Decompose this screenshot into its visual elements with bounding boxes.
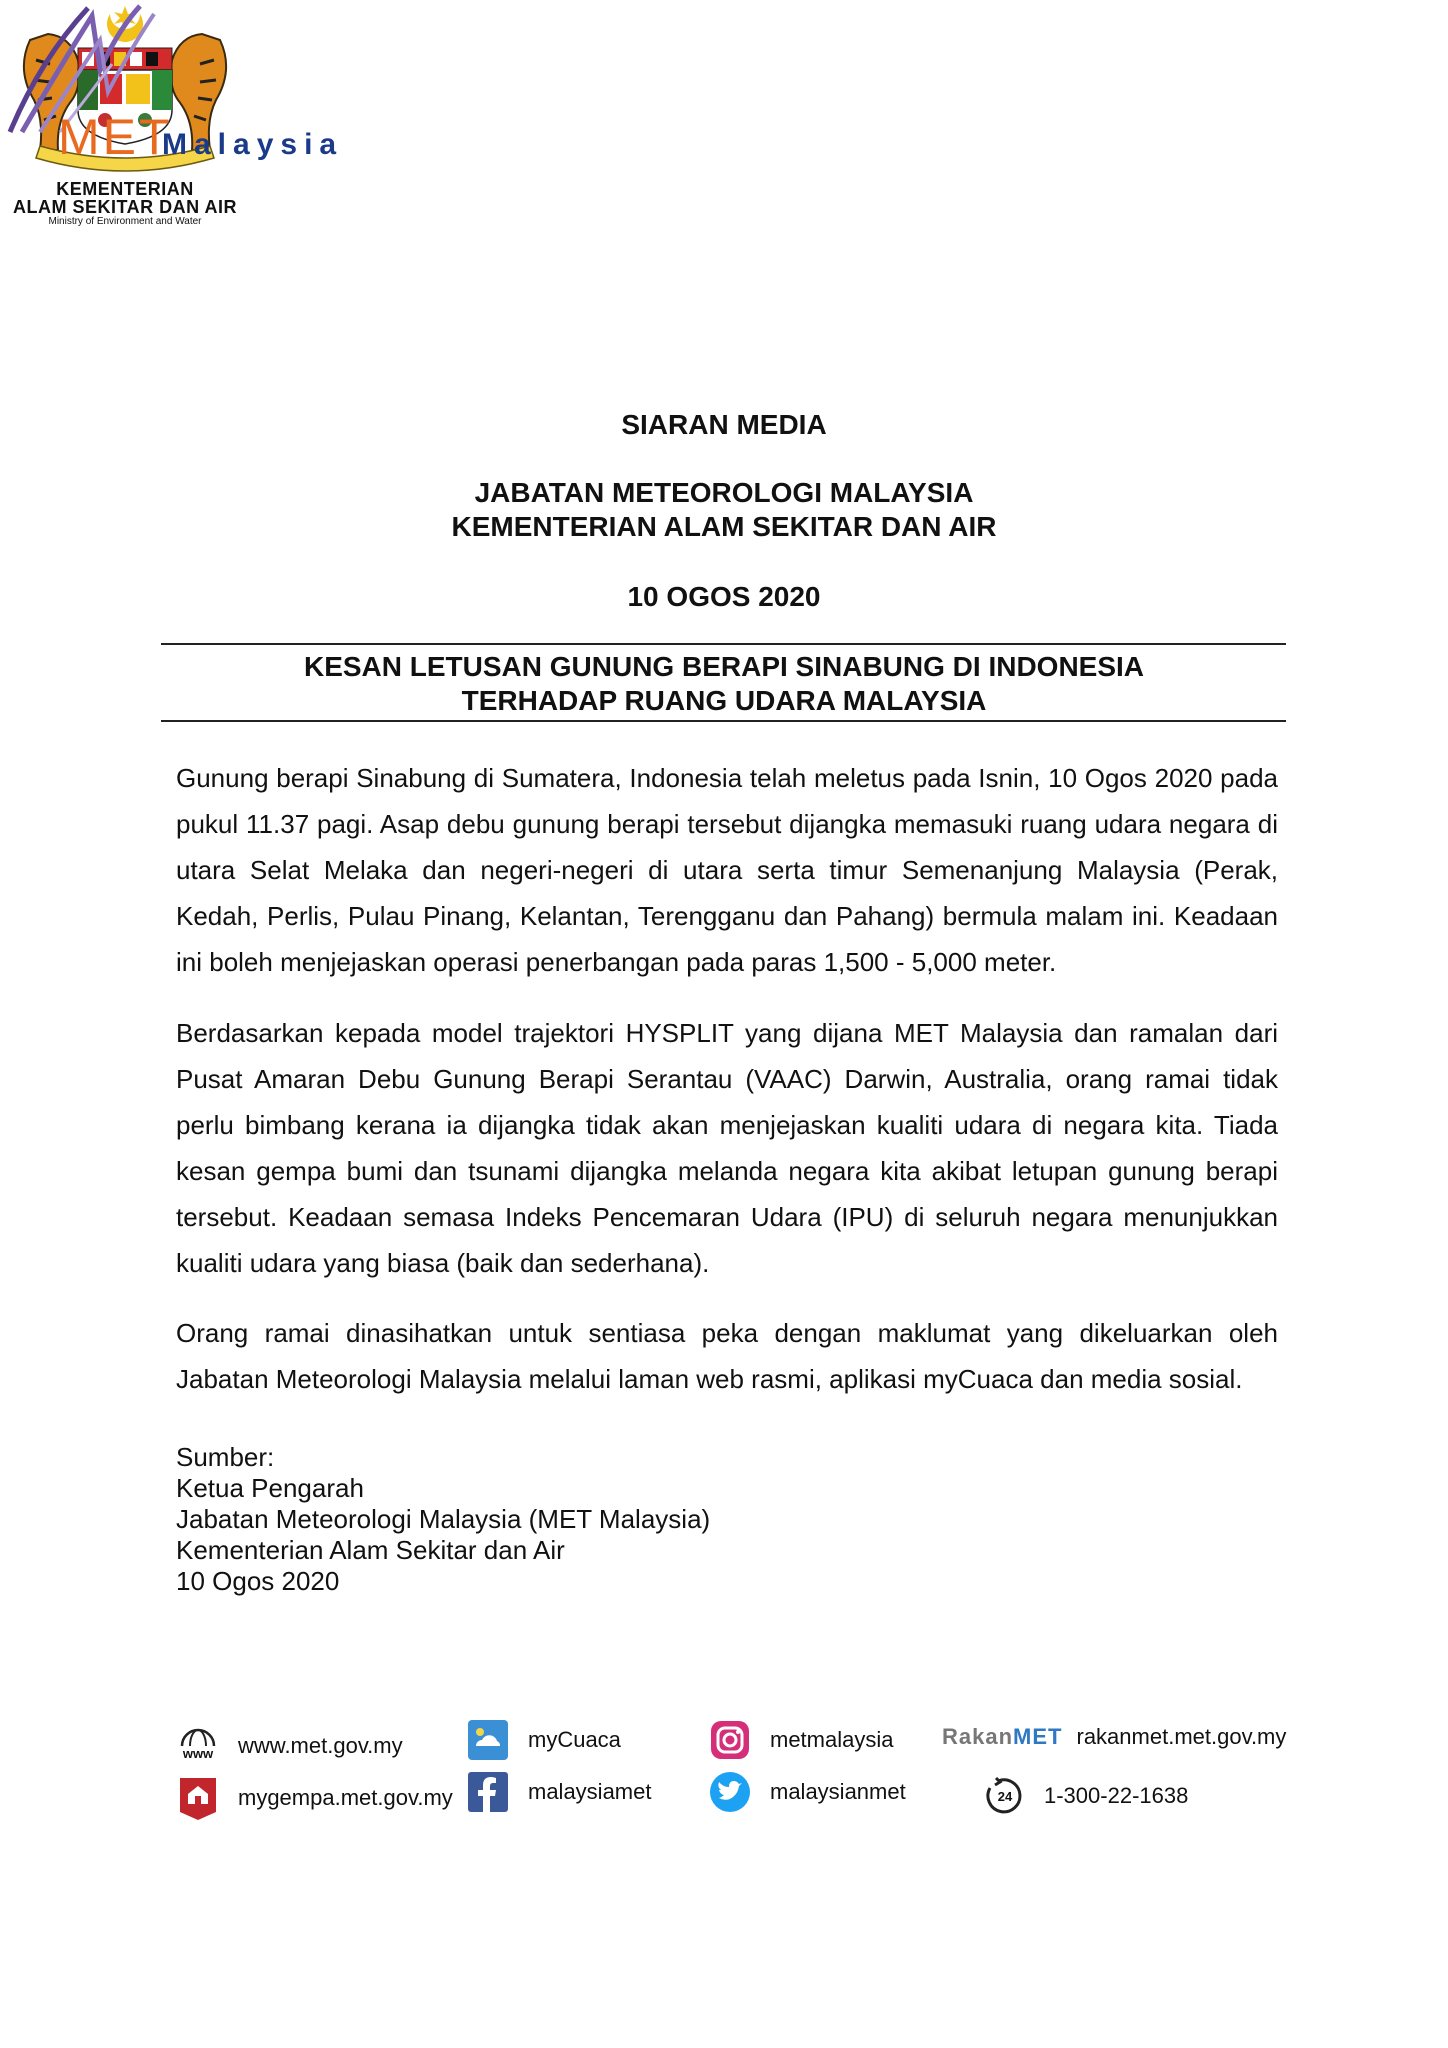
mycuaca-app-icon [466,1718,510,1762]
organization-line1: JABATAN METEOROLOGI MALAYSIA [474,477,974,508]
globe-icon [176,1724,220,1768]
footer-mycuaca[interactable] [466,1718,621,1762]
press-release-label: SIARAN MEDIA [621,409,827,440]
title-line2: TERHADAP RUANG UDARA MALAYSIA [461,685,987,716]
source-date: 10 Ogos 2020 [176,1566,340,1596]
met-wordmark: MET [58,109,173,165]
ministry-name-line2: ALAM SEKITAR DAN AIR [13,197,237,217]
ministry-name-line1: KEMENTERIAN [56,179,194,199]
title-line1: KESAN LETUSAN GUNUNG BERAPI SINABUNG DI INDONESIA [303,651,1145,682]
footer-hotline[interactable] [982,1774,1188,1818]
twitter-handle[interactable]: malaysianmet [770,1779,906,1804]
source-department: Jabatan Meteorologi Malaysia (MET Malaysia) [176,1504,711,1534]
body-paragraph-2: Berdasarkan kepada model trajektori HYSPLIT yang dijana MET Malaysia dan ramalan dari Pusat Amaran Debu Gunung Berapi Serantau (VAAC) Darwin, Australia, orang ramai tidak perlu bimbang kerana ia dijangka tidak akan menjejaskan kualiti udara di negara kita. Tiada kesan gempa bumi dan tsunami dijangka melanda negara kita akibat letupan gunung berapi tersebut. Keadaan semasa Indeks Pencemaran Udara (IPU) di seluruh negara menunjukkan kualiti udara yang biasa (baik dan sederhana). [176,1018,1278,1278]
footer-rakanmet[interactable] [942,1724,1286,1750]
rakanmet-logo-met: MET [1013,1724,1063,1749]
instagram-icon [708,1718,752,1762]
rakanmet-link[interactable]: rakanmet.met.gov.my [1076,1724,1287,1749]
title-bottom-divider [161,720,1286,722]
footer-mygempa[interactable] [176,1776,453,1820]
phone-24h-icon [982,1774,1026,1818]
mycuaca-link[interactable]: myCuaca [528,1727,621,1752]
website-link[interactable]: www.met.gov.my [238,1733,403,1758]
footer-facebook[interactable] [466,1770,651,1814]
release-date: 10 OGOS 2020 [627,581,821,612]
www-badge-text: www [182,1746,214,1761]
source-title: Ketua Pengarah [176,1473,364,1503]
malaysia-wordmark: Malaysia [162,128,344,161]
body-paragraph-3: Orang ramai dinasihatkan untuk sentiasa peka dengan maklumat yang dikeluarkan oleh Jabatan Meteorologi Malaysia melalui laman web rasmi, aplikasi myCuaca dan media sosial. [176,1318,1278,1394]
source-ministry: Kementerian Alam Sekitar dan Air [176,1535,565,1565]
footer-twitter[interactable] [708,1770,906,1814]
source-label: Sumber: [176,1442,275,1472]
mygempa-app-icon [176,1776,220,1820]
footer-website[interactable] [176,1724,403,1768]
instagram-handle[interactable]: metmalaysia [770,1727,894,1752]
facebook-icon [466,1770,510,1814]
rakanmet-logo [942,1724,1063,1750]
hotline-24-badge: 24 [997,1789,1013,1804]
mygempa-link[interactable]: mygempa.met.gov.my [238,1785,453,1810]
ministry-name-english: Ministry of Environment and Water [48,216,202,227]
twitter-icon [708,1770,752,1814]
title-top-divider [161,643,1286,645]
rakanmet-logo-rakan: Rakan [942,1724,1014,1749]
body-paragraph-1: Gunung berapi Sinabung di Sumatera, Indonesia telah meletus pada Isnin, 10 Ogos 2020 pada pukul 11.37 pagi. Asap debu gunung berapi tersebut dijangka memasuki ruang udara negara di utara Selat Melaka dan negeri-negeri di utara serta timur Semenanjung Malaysia (Perak, Kedah, Perlis, Pulau Pinang, Kelantan, Terengganu dan Pahang) bermula malam ini. Keadaan ini boleh menjejaskan operasi penerbangan pada paras 1,500 - 5,000 meter. [176,763,1278,977]
organization-line2: KEMENTERIAN ALAM SEKITAR DAN AIR [451,511,997,542]
footer-instagram[interactable] [708,1718,893,1762]
hotline-number[interactable]: 1-300-22-1638 [1044,1783,1189,1808]
source-block [176,1442,710,1597]
facebook-handle[interactable]: malaysiamet [528,1779,652,1804]
